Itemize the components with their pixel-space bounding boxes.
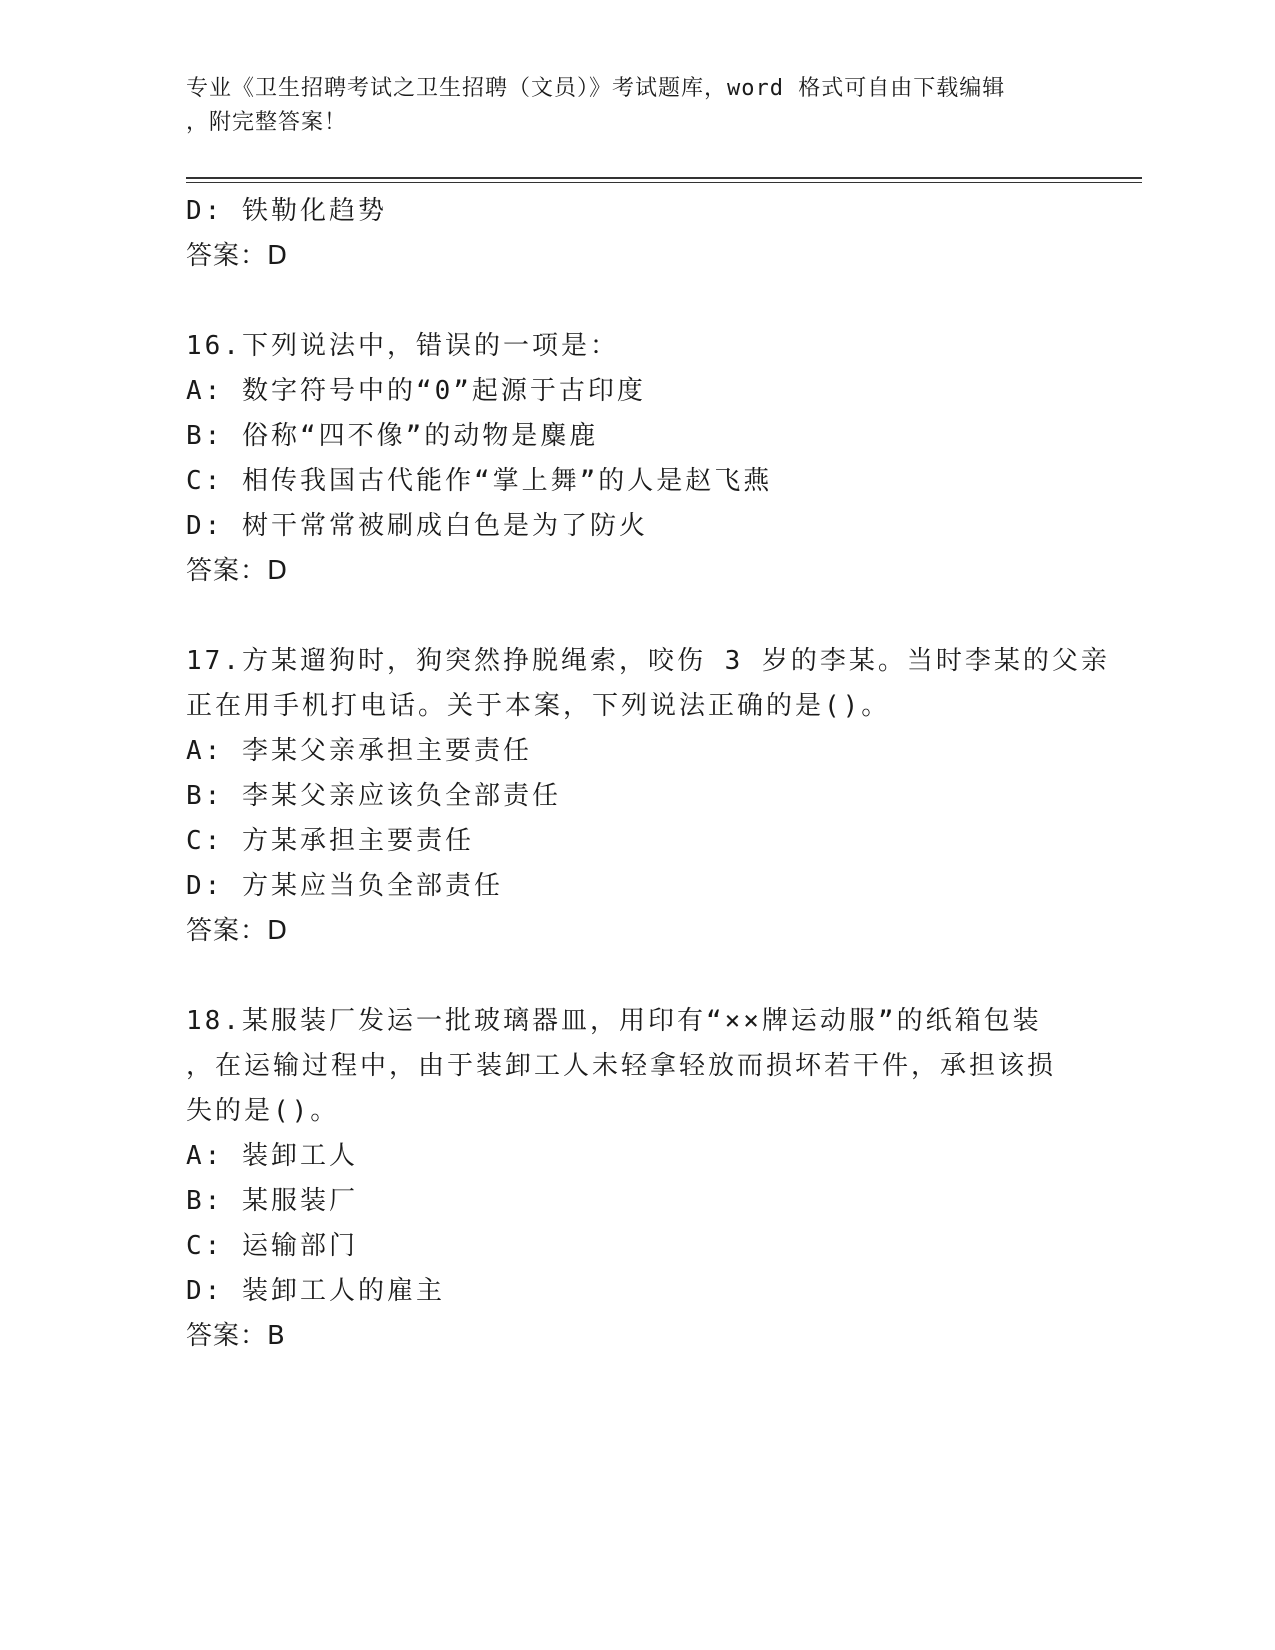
document-header (186, 72, 1066, 140)
option-c: C: 相传我国古代能作“掌上舞”的人是赵飞燕 (186, 466, 773, 496)
option-b: B: 某服装厂 (186, 1186, 358, 1216)
option-d: D: 装卸工人的雇主 (186, 1276, 445, 1306)
answer-line: 答案：D (186, 556, 289, 586)
answer-line: 答案：B (186, 1321, 286, 1351)
option-c: C: 方某承担主要责任 (186, 826, 474, 856)
question-16 (186, 324, 1086, 594)
question-text: 16.下列说法中，错误的一项是： (186, 331, 619, 361)
question-text-line-3: 失的是()。 (186, 1096, 340, 1126)
question-text-line-2: 正在用手机打电话。关于本案，下列说法正确的是()。 (186, 691, 891, 721)
header-line-1: 专业《卫生招聘考试之卫生招聘（文员）》考试题库，word 格式可自由下载编辑 (186, 76, 1006, 101)
spacer (186, 954, 1086, 999)
option-a: A: 装卸工人 (186, 1141, 358, 1171)
option-b: B: 李某父亲应该负全部责任 (186, 781, 561, 811)
option-c: C: 运输部门 (186, 1231, 358, 1261)
answer-line: 答案：D (186, 916, 289, 946)
option-a: A: 数字符号中的“0”起源于古印度 (186, 376, 646, 406)
option-d: D: 树干常常被刷成白色是为了防火 (186, 511, 648, 541)
previous-question-tail (186, 189, 1086, 279)
option-b: B: 俗称“四不像”的动物是麋鹿 (186, 421, 599, 451)
question-text-line-1: 18.某服装厂发运一批玻璃器皿，用印有“××牌运动服”的纸箱包装 (186, 1006, 1042, 1036)
option-d: D: 方某应当负全部责任 (186, 871, 503, 901)
header-divider (186, 177, 1142, 183)
header-line-2: ，附完整答案！ (186, 110, 348, 135)
option-d: D: 铁勒化趋势 (186, 196, 387, 226)
option-a: A: 李某父亲承担主要责任 (186, 736, 532, 766)
question-18 (186, 999, 1086, 1359)
question-text-line-2: ，在运输过程中，由于装卸工人未轻拿轻放而损坏若干件，承担该损 (186, 1051, 1057, 1081)
question-17 (186, 639, 1110, 954)
spacer (186, 594, 1086, 639)
spacer (186, 279, 1086, 324)
answer-line: 答案：D (186, 241, 289, 271)
question-text-line-1: 17.方某遛狗时，狗突然挣脱绳索，咬伤 3 岁的李某。当时李某的父亲 (186, 646, 1110, 676)
question-content (186, 189, 1110, 1359)
